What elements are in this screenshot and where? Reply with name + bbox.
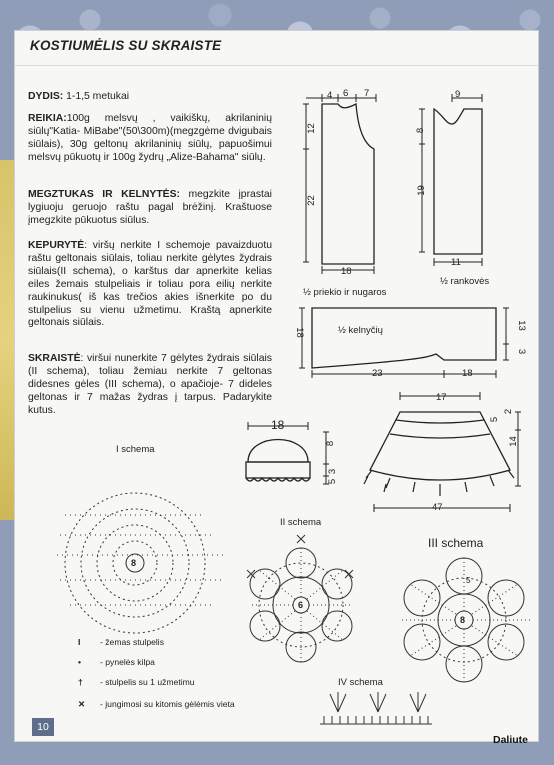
legend-text: - žemas stulpelis <box>100 637 164 647</box>
legend-symbol: ✕ <box>78 699 86 709</box>
cape-heading: SKRAISTĖ <box>28 353 81 364</box>
scheme-3-chart <box>396 550 536 690</box>
sleeve-measure-d: 11 <box>451 257 461 268</box>
front-back-diagram <box>300 84 410 284</box>
size-paragraph <box>28 91 272 104</box>
legend-symbol: • <box>78 657 82 667</box>
scheme-1-chart <box>55 455 240 630</box>
sleeve-measure-c: 19 <box>415 185 427 196</box>
sleeve-measure-b: 8 <box>415 127 427 134</box>
scheme-3-center: 8 <box>460 615 466 625</box>
legend-text: - pynelės kilpa <box>100 657 155 667</box>
page-number: 10 <box>32 718 54 736</box>
cape-measure-b: 5 <box>489 416 501 423</box>
legend-item-low-stitch <box>78 637 164 647</box>
hat-measure-a: 18 <box>271 418 285 432</box>
legend-symbol: I <box>78 637 81 647</box>
legend-item-chain-loop <box>78 657 155 667</box>
hat-measure-d: 5 <box>327 478 339 485</box>
hat-paragraph <box>28 240 272 330</box>
size-heading: DYDIS: <box>28 91 64 102</box>
pants-measure-d: 23 <box>372 368 383 379</box>
hat-text: : viršų nerkite I schemoje pavaizduotu raštu geltonais siūlais, toliau nerkite gėlytes žydrais siūlais(II schema), o karštus dar apnerkite kelias eiles žemais stulpeliais ir toliau pora eilių nerkite raukinukus( iš kas trečios akies išnerkite po du stulpelius su vienu užmetimu. Kraštą apnerkite geltonais siūlais. <box>28 240 272 329</box>
hat-measure-c: 3 <box>327 468 339 475</box>
scheme-2-label: II schema <box>280 517 322 528</box>
scheme-1-label: I schema <box>116 444 155 455</box>
size-text: 1-1,5 metukai <box>63 91 130 102</box>
materials-text: 100g melsvų , vaikiškų, akrilaninių siūlų"Katia- MiBabe"(50\300m)(megzgėme dvigubais siūlais), 30g geltonų akrilaninių siūlų, papuošimui melsvų pūkuotų ir 100g žydrų „Alize-Bahama" siūlų. <box>28 113 272 163</box>
scheme-4-chart <box>316 688 436 730</box>
jacket-paragraph <box>28 189 272 228</box>
legend-text: - stulpelis su 1 užmetimu <box>100 677 195 687</box>
pants-measure-a: 18 <box>293 327 305 338</box>
front-back-caption: ½ priekio ir nugaros <box>303 287 387 298</box>
pants-measure-c: 3 <box>516 348 528 355</box>
legend-item-join <box>78 699 235 710</box>
jacket-text: megzkite įprastai lygiuoju geruojo raštu pagal brėžinį. Kraštuose įmegzkite pūkuotus siūlus. <box>28 189 272 226</box>
legend-item-double-crochet <box>78 677 195 687</box>
sleeve-caption: ½ rankovės <box>440 276 490 287</box>
pants-diagram <box>293 300 526 390</box>
background-yarn-edge <box>0 160 14 520</box>
scheme-2-center: 6 <box>298 600 304 610</box>
page-title: KOSTIUMĖLIS SU SKRAISTE <box>30 38 222 53</box>
legend-text: - jungimosi su kitomis gėlėmis vieta <box>100 699 235 709</box>
cape-measure-a: 17 <box>436 392 447 403</box>
hat-measure-b: 8 <box>325 440 337 447</box>
front-back-measure-b: 6 <box>343 88 349 99</box>
hat-heading: KEPURYTĖ <box>28 240 85 251</box>
jacket-heading: MEGZTUKAS IR KELNYTĖS: <box>28 189 180 200</box>
sleeve-measure-a: 9 <box>455 89 461 100</box>
scheme-3-inner: 5 <box>466 576 471 585</box>
front-back-measure-c: 7 <box>364 88 370 99</box>
materials-heading: REIKIA: <box>28 113 67 124</box>
credit-signature: Daliute <box>493 734 529 746</box>
front-back-measure-a: 4 <box>327 90 333 101</box>
scheme-3-label: III schema <box>428 536 484 550</box>
front-back-measure-d: 12 <box>305 123 317 134</box>
materials-paragraph <box>28 113 272 165</box>
legend-symbol: † <box>78 677 83 687</box>
cape-paragraph <box>28 353 272 418</box>
cape-text: : viršui nunerkite 7 gėlytes žydrais siūlais (II schema), toliau žemiau nerkite 7 geltonas didesnes gėles (III schema), o apačioje- 7 dideles geltonas ir 7 mažas žydras į tarpus. Padarykite kutus. <box>28 353 272 416</box>
cape-measure-e: 47 <box>432 502 443 513</box>
pants-caption: ½ kelnyčių <box>338 325 383 336</box>
scheme-1-center: 8 <box>131 558 137 568</box>
cape-measure-c: 2 <box>503 408 515 415</box>
pants-measure-e: 18 <box>462 368 473 379</box>
pants-measure-b: 13 <box>515 320 527 331</box>
hat-diagram <box>238 420 348 500</box>
cape-measure-d: 14 <box>507 436 519 447</box>
front-back-measure-e: 22 <box>305 195 317 206</box>
sleeve-diagram <box>412 84 512 284</box>
front-back-measure-f: 18 <box>341 266 352 277</box>
scheme-4-label: IV schema <box>338 677 383 688</box>
